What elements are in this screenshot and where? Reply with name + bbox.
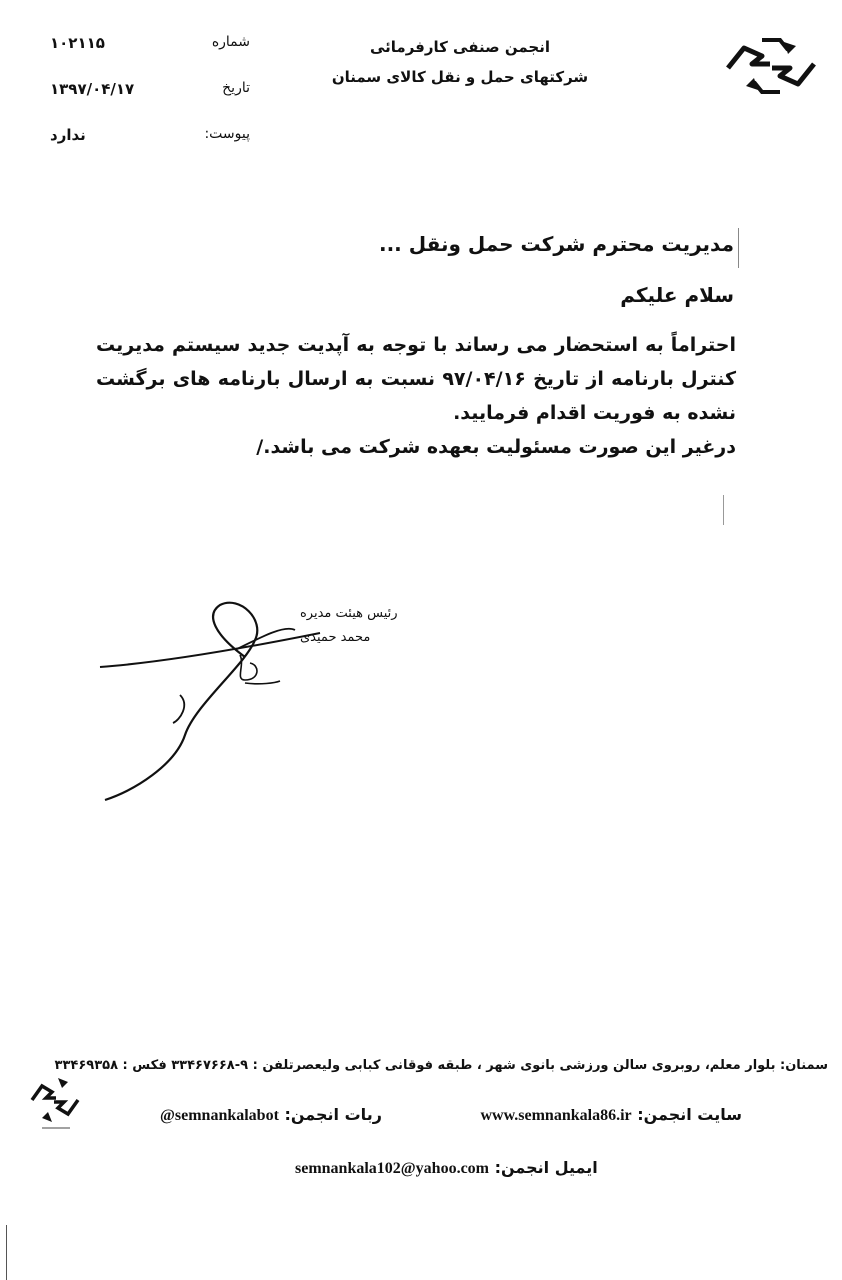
letter-greeting: سلام علیکم <box>620 283 734 307</box>
footer-email <box>295 1158 598 1178</box>
attachment-label: پیوست: <box>204 126 250 142</box>
association-logo-icon <box>722 34 820 98</box>
number-value: ۱۰۲۱۱۵ <box>50 34 105 52</box>
attachment-value: ندارد <box>50 126 86 144</box>
organization-name <box>330 32 590 92</box>
org-line-1: انجمن صنفی کارفرمائی <box>369 38 551 56</box>
email-address[interactable]: semnankala102@yahoo.com <box>295 1160 490 1177</box>
footer-bot <box>160 1105 382 1125</box>
body-paragraph-2: درغیر این صورت مسئولیت بعهده شرکت می باشد./ <box>256 436 736 458</box>
letter-salutation: مدیریت محترم شرکت حمل ونقل ... <box>378 232 734 256</box>
body-paragraph-1: احتراماً به استحضار می رساند با توجه به آپدیت جدید سیستم مدیریت کنترل بارنامه از تاریخ ۹۷/۰۴/۱۶ نسبت به ارسال بارنامه های برگشت نشده به فوریت اقدام فرمایید. <box>96 334 736 424</box>
signatory-name: محمد حمیدی <box>300 630 371 645</box>
scan-edge-line <box>6 1225 7 1280</box>
footer-website <box>480 1105 742 1125</box>
org-line-2: شرکتهای حمل و نقل کالای سمنان <box>331 68 589 86</box>
association-logo-small-icon <box>28 1072 82 1130</box>
website-label: سایت انجمن: <box>637 1105 742 1124</box>
handwritten-signature <box>95 595 325 815</box>
email-label: ایمیل انجمن: <box>494 1158 598 1177</box>
date-value: ۱۳۹۷/۰۴/۱۷ <box>50 80 135 98</box>
meta-attachment-row <box>40 126 250 172</box>
number-label: شماره <box>211 34 250 50</box>
letter-meta <box>40 34 250 172</box>
bot-handle[interactable]: @semnankalabot <box>160 1107 279 1124</box>
signatory-title: رئیس هیئت مدیره <box>300 606 398 621</box>
website-link[interactable]: www.semnankala86.ir <box>480 1107 632 1124</box>
margin-mark <box>723 495 724 525</box>
margin-mark <box>738 228 739 268</box>
meta-date-row <box>40 80 250 126</box>
date-label: تاریخ <box>222 80 250 96</box>
bot-label: ربات انجمن: <box>284 1105 382 1124</box>
meta-number-row <box>40 34 250 80</box>
letter-body <box>96 328 736 464</box>
footer-address: سمنان: بلوار معلم، روبروی سالن ورزشی بانوی شهر ، طبقه فوقانی کبابی ولیعصرتلفن : ۹-۳۳۴۶۷۶۶۸ فکس : ۳۳۴۶۹۳۵۸ <box>54 1058 828 1073</box>
